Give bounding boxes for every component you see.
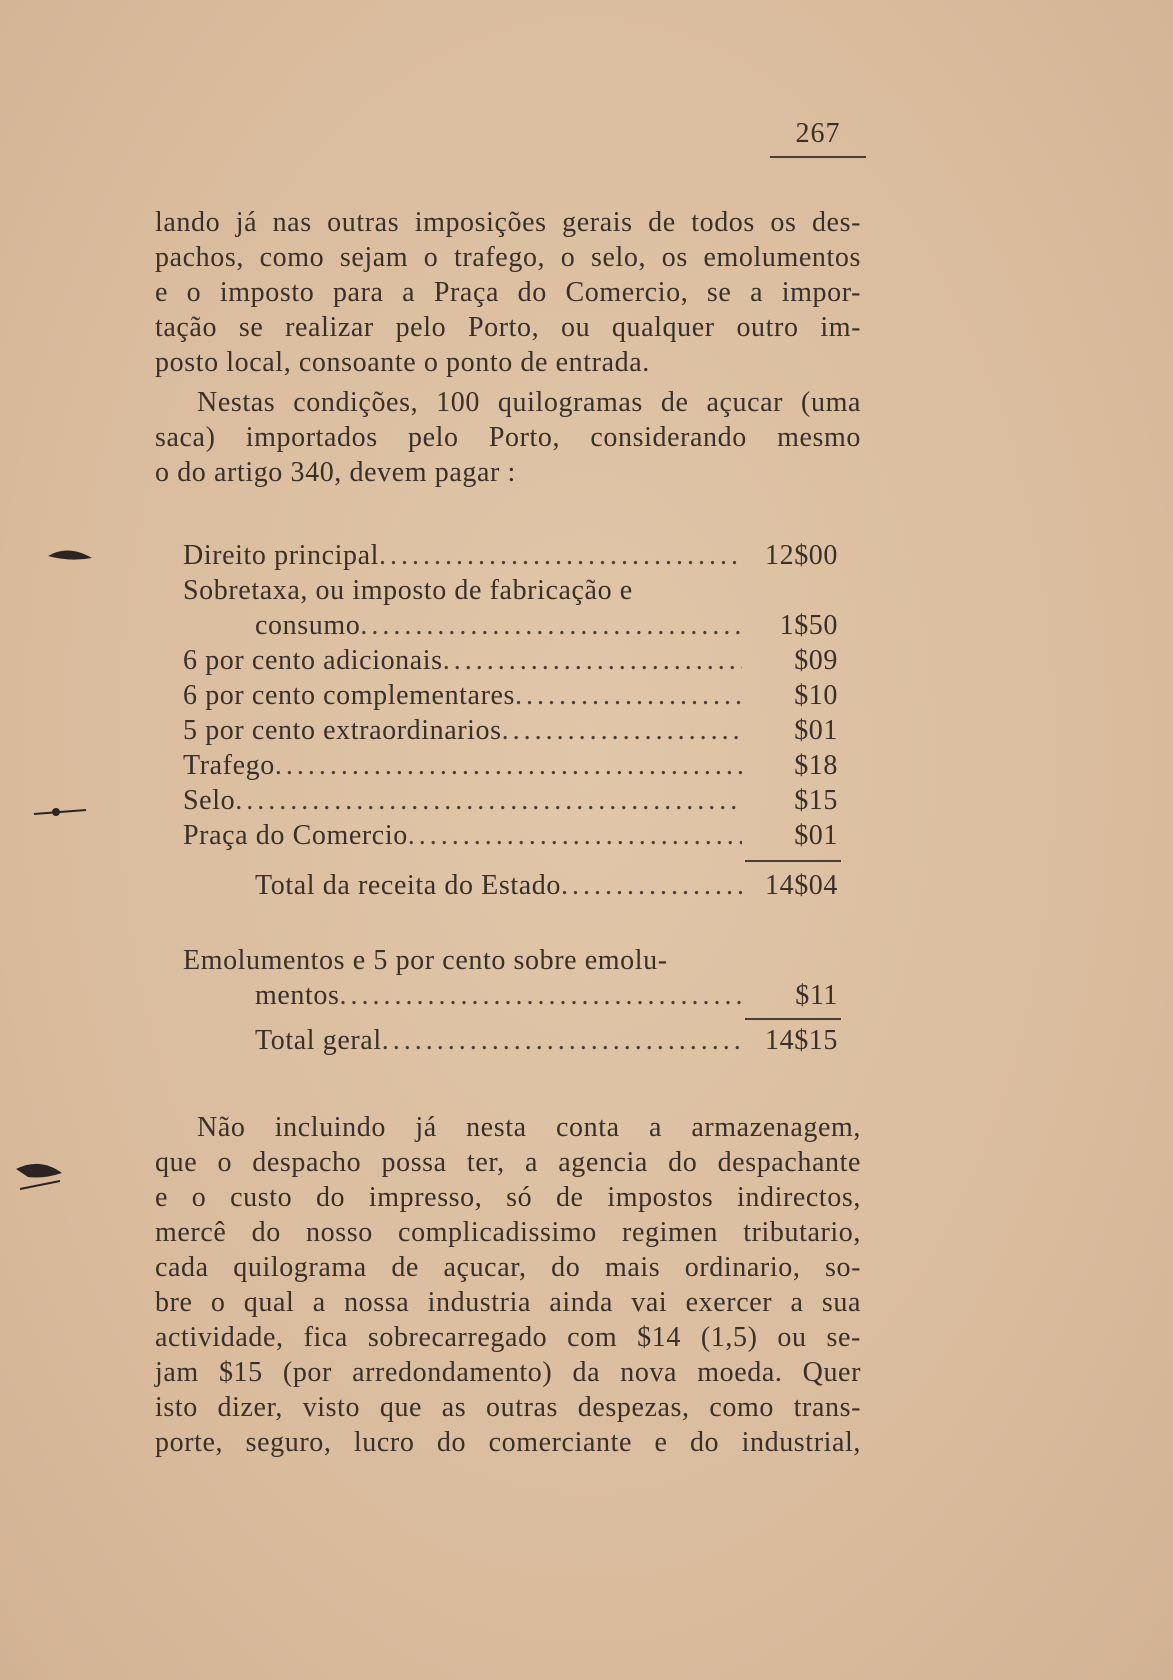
row-value: $01 [794, 715, 838, 746]
total-row [255, 1025, 838, 1059]
row-label: mentos [255, 980, 340, 1011]
row-value: $15 [794, 785, 838, 816]
text-line: actividade, fica sobrecarregado com $14 (1,5) ou se- [155, 1322, 861, 1353]
table-row [183, 680, 838, 714]
sum-rule [745, 860, 841, 862]
text-line: tação se realizar pelo Porto, ou qualquer outro im- [155, 312, 861, 343]
row-value: 1$50 [779, 610, 838, 641]
paragraph-intro [155, 205, 861, 380]
row-label: consumo [255, 610, 361, 641]
text-line: porte, seguro, lucro do comerciante e do industrial, [155, 1427, 861, 1458]
row-label: Direito principal [183, 540, 380, 571]
row-label: 6 por cento complementares [183, 680, 516, 711]
table-row [183, 750, 838, 784]
text-line: posto local, consoante o ponto de entrada. [155, 347, 650, 378]
paragraph-conditions [155, 385, 861, 490]
row-value: $11 [795, 980, 838, 1011]
row-value: 12$00 [765, 540, 838, 571]
total-value: 14$04 [765, 870, 838, 901]
table-row [255, 980, 838, 1014]
text-line: lando já nas outras imposições gerais de todos os des- [155, 207, 861, 238]
total-label: Total geral [255, 1025, 382, 1056]
row-value: $09 [794, 645, 838, 676]
total-label: Total da receita do Estado [255, 870, 561, 901]
text-line: jam $15 (por arredondamento) da nova moeda. Quer [155, 1357, 861, 1388]
binding-hole-mark [10, 1155, 70, 1195]
table-row [183, 715, 838, 749]
leader-dots [502, 715, 742, 747]
text-line: Nestas condições, 100 quilogramas de açucar (uma [197, 387, 861, 418]
row-label: Emolumentos e 5 por cento sobre emolu- [183, 945, 668, 976]
row-label: Trafego [183, 750, 275, 781]
row-value: $10 [794, 680, 838, 711]
leader-dots [339, 980, 742, 1012]
binding-hole-mark [30, 800, 90, 824]
text-line: saca) importados pelo Porto, considerando mesmo [155, 422, 861, 453]
table-row [183, 945, 838, 979]
leader-dots [379, 540, 742, 572]
row-value: $01 [794, 820, 838, 851]
leader-dots [360, 610, 742, 642]
text-line: mercê do nosso complicadissimo regimen tributario, [155, 1217, 861, 1248]
text-line: e o imposto para a Praça do Comercio, se a impor- [155, 277, 861, 308]
binding-hole-mark [40, 540, 100, 570]
table-row [255, 610, 838, 644]
row-label: Selo [183, 785, 236, 816]
row-label: 5 por cento extraordinarios [183, 715, 502, 746]
leader-dots [515, 680, 742, 712]
leader-dots [561, 870, 742, 902]
text-line: isto dizer, visto que as outras despezas, como trans- [155, 1392, 861, 1423]
text-line: e o custo do impresso, só de impostos indirectos, [155, 1182, 861, 1213]
text-line: cada quilograma de açucar, do mais ordinario, so- [155, 1252, 861, 1283]
leader-dots [382, 1025, 742, 1057]
total-row [255, 870, 838, 904]
text-line: o do artigo 340, devem pagar : [155, 457, 516, 488]
text-line: Não incluindo já nesta conta a armazenagem, [197, 1112, 861, 1143]
paragraph-conclusion [155, 1110, 861, 1460]
row-label: Sobretaxa, ou imposto de fabricação e [183, 575, 633, 606]
table-row [183, 575, 838, 609]
total-value: 14$15 [765, 1025, 838, 1056]
leader-dots [235, 785, 742, 817]
leader-dots [275, 750, 742, 782]
text-line: pachos, como sejam o trafego, o selo, os emolumentos [155, 242, 861, 273]
sum-rule [745, 1018, 841, 1020]
leader-dots [408, 820, 742, 852]
text-line: que o despacho possa ter, a agencia do despachante [155, 1147, 861, 1178]
table-row [183, 785, 838, 819]
row-value: $18 [794, 750, 838, 781]
row-label: Praça do Comercio [183, 820, 408, 851]
page-number: 267 [770, 118, 866, 158]
row-label: 6 por cento adicionais [183, 645, 443, 676]
table-row [183, 540, 838, 574]
table-row [183, 820, 838, 854]
leader-dots [443, 645, 742, 677]
table-row [183, 645, 838, 679]
text-line: bre o qual a nossa industria ainda vai exercer a sua [155, 1287, 861, 1318]
